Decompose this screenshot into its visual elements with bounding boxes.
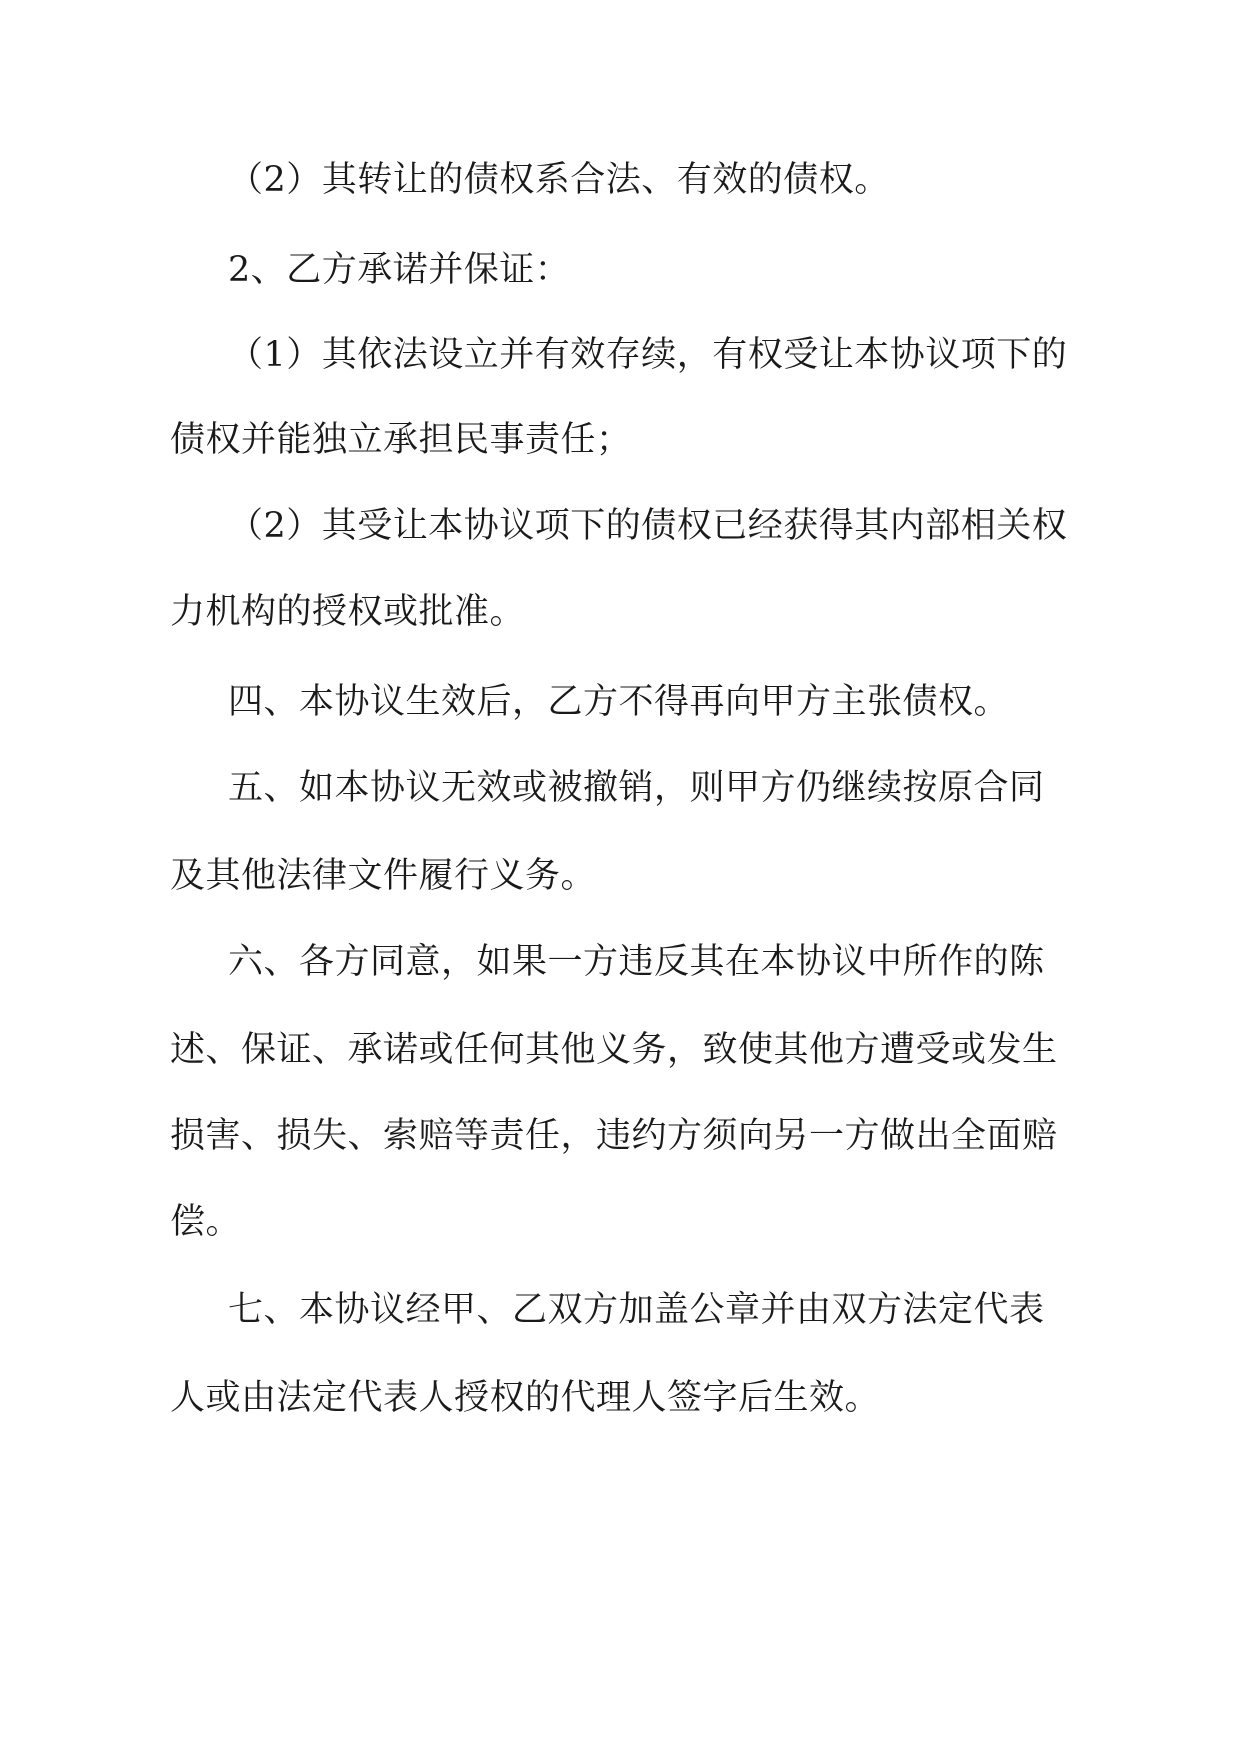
clause-3-2-2-line1: （2）其受让本协议项下的债权已经获得其内部相关权 [228, 506, 1068, 546]
clause-5-line2: 及其他法律文件履行义务。 [170, 856, 597, 896]
clause-3-2-1-line1: （1）其依法设立并有效存续，有权受让本协议项下的 [228, 335, 1068, 375]
clause-3-2-1-line2: 债权并能独立承担民事责任； [170, 420, 632, 460]
clause-3-1-2: （2）其转让的债权系合法、有效的债权。 [228, 160, 890, 200]
clause-3-2-heading: 2、乙方承诺并保证： [228, 250, 571, 290]
clause-6-line4: 偿。 [170, 1202, 242, 1242]
clause-4: 四、本协议生效后，乙方不得再向甲方主张债权。 [228, 682, 1010, 722]
clause-6-line1: 六、各方同意，如果一方违反其在本协议中所作的陈 [228, 942, 1045, 982]
clause-6-line3: 损害、损失、索赔等责任，违约方须向另一方做出全面赔 [170, 1116, 1058, 1156]
clause-7-line1: 七、本协议经甲、乙双方加盖公章并由双方法定代表 [228, 1290, 1045, 1330]
clause-6-line2: 述、保证、承诺或任何其他义务，致使其他方遭受或发生 [170, 1030, 1058, 1070]
clause-3-2-2-line2: 力机构的授权或批准。 [170, 592, 526, 632]
clause-5-line1: 五、如本协议无效或被撤销，则甲方仍继续按原合同 [228, 768, 1045, 808]
clause-7-line2: 人或由法定代表人授权的代理人签字后生效。 [170, 1378, 881, 1418]
